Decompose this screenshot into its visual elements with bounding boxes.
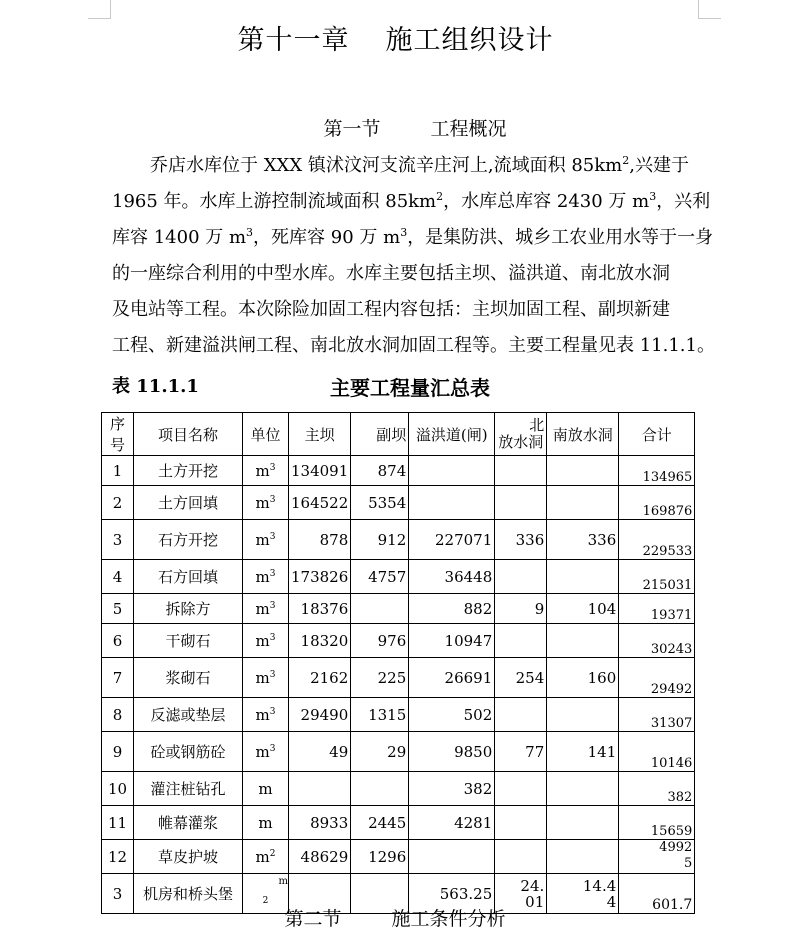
cell-unit: $m^3$ [243,624,289,658]
cell-total: 229533 [619,520,695,560]
cell-item-name: 拆除方 [134,594,243,624]
cell-north-outlet [495,840,547,874]
cell-aux-dam: 976 [351,624,409,658]
cell-no: 3 [102,874,134,914]
cell-south-outlet [547,772,619,806]
cell-unit: m [243,806,289,840]
cell-main-dam: 49 [289,732,351,772]
cell-unit: $m^3$ [243,594,289,624]
cell-total: 601.7 [619,874,695,914]
cell-north-outlet: 254 [495,658,547,698]
cell-aux-dam: 225 [351,658,409,698]
table-row [102,520,695,560]
table-row [102,658,695,698]
cell-north-outlet [495,624,547,658]
cell-north-outlet [495,698,547,732]
chapter-title: 施工组织设计 [385,25,554,56]
header-main-dam: 主坝 [289,413,351,456]
cell-south-outlet: 141 [547,732,619,772]
cell-aux-dam: 29 [351,732,409,772]
cell-south-outlet: 14.44 [547,874,619,914]
table-row [102,698,695,732]
section-2-title: 施工条件分析 [391,908,506,930]
section-heading-1 [0,114,791,141]
cell-item-name: 石方开挖 [134,520,243,560]
table-header-row [102,413,695,456]
cell-north-outlet [495,806,547,840]
page-corner-mark-right [698,0,721,19]
cell-item-name: 浆砌石 [134,658,243,698]
cell-item-name: 干砌石 [134,624,243,658]
cell-aux-dam: 1315 [351,698,409,732]
cell-south-outlet [547,624,619,658]
cell-unit: $^2$ m [243,874,289,914]
table-title: 主要工程量汇总表 [330,376,490,400]
cell-north-outlet [495,560,547,594]
cell-spillway: 227071 [409,520,495,560]
cell-north-outlet [495,772,547,806]
chapter-heading [0,18,791,57]
cell-aux-dam: 874 [351,456,409,486]
paragraph-line-1: 乔店水库位于 XXX 镇沭汶河支流辛庄河上,流域面积 $85km^2$,兴建于 [150,154,689,176]
cell-south-outlet [547,456,619,486]
cell-aux-dam [351,772,409,806]
cell-spillway: 502 [409,698,495,732]
cell-total: 134965 [619,456,695,486]
cell-aux-dam: 5354 [351,486,409,520]
cell-aux-dam [351,594,409,624]
cell-main-dam: 2162 [289,658,351,698]
cell-aux-dam: 912 [351,520,409,560]
cell-total: 382 [619,772,695,806]
table-row [102,594,695,624]
page-corner-mark-left [88,0,111,19]
cell-main-dam [289,772,351,806]
cell-spillway: 9850 [409,732,495,772]
cell-total: 169876 [619,486,695,520]
cell-total: 49925 [619,840,695,874]
paragraph-line-5: 及电站等工程。本次除险加固工程内容包括：主坝加固工程、副坝新建 [112,299,670,320]
cell-spillway [409,840,495,874]
header-item-name: 项目名称 [134,413,243,456]
table-row [102,772,695,806]
cell-unit: $m^3$ [243,520,289,560]
header-spillway: 溢洪道(闸) [409,413,495,456]
table-number: 表 11.1.1 [112,376,199,397]
cell-no: 8 [102,698,134,732]
table-row [102,456,695,486]
cell-total: 215031 [619,560,695,594]
cell-unit: $m^3$ [243,698,289,732]
cell-total: 29492 [619,658,695,698]
cell-main-dam: 48629 [289,840,351,874]
cell-unit: $m^3$ [243,732,289,772]
table-row [102,486,695,520]
cell-no: 2 [102,486,134,520]
cell-unit: $m^3$ [243,456,289,486]
cell-aux-dam: 2445 [351,806,409,840]
cell-south-outlet: 104 [547,594,619,624]
cell-south-outlet [547,560,619,594]
cell-unit: $m^2$ [243,840,289,874]
table-row [102,806,695,840]
cell-unit: $m^3$ [243,486,289,520]
header-north-outlet: 北 放水洞 [495,413,547,456]
header-total: 合计 [619,413,695,456]
cell-north-outlet: 77 [495,732,547,772]
cell-item-name: 石方回填 [134,560,243,594]
section-1-title: 工程概况 [430,118,507,140]
cell-main-dam: 134091 [289,456,351,486]
cell-south-outlet [547,698,619,732]
cell-unit: m [243,772,289,806]
cell-no: 4 [102,560,134,594]
cell-item-name: 灌注桩钻孔 [134,772,243,806]
cell-item-name: 帷幕灌浆 [134,806,243,840]
chapter-number: 第十一章 [237,25,350,56]
cell-item-name: 机房和桥头堡 [134,874,243,914]
cell-south-outlet: 336 [547,520,619,560]
cell-spillway: 563.25 [409,874,495,914]
cell-main-dam: 878 [289,520,351,560]
header-unit: 单位 [243,413,289,456]
cell-aux-dam: 1296 [351,840,409,874]
cell-main-dam: 29490 [289,698,351,732]
cell-total: 30243 [619,624,695,658]
header-aux-dam: 副坝 [351,413,409,456]
cell-total: 15659 [619,806,695,840]
section-2-number: 第二节 [284,908,342,930]
cell-south-outlet [547,806,619,840]
cell-no: 7 [102,658,134,698]
cell-item-name: 土方开挖 [134,456,243,486]
cell-total: 10146 [619,732,695,772]
paragraph-line-6: 工程、新建溢洪闸工程、南北放水洞加固工程等。主要工程量见表 11.1.1。 [112,335,715,356]
cell-spillway [409,486,495,520]
cell-item-name: 草皮护坡 [134,840,243,874]
cell-spillway: 382 [409,772,495,806]
cell-item-name: 砼或钢筋砼 [134,732,243,772]
cell-main-dam: 18320 [289,624,351,658]
cell-no: 5 [102,594,134,624]
quantity-table [101,412,695,914]
cell-north-outlet: 24.01 [495,874,547,914]
paragraph-line-4: 的一座综合利用的中型水库。水库主要包括主坝、溢洪道、南北放水洞 [112,263,670,284]
cell-aux-dam: 4757 [351,560,409,594]
cell-no: 10 [102,772,134,806]
cell-north-outlet: 9 [495,594,547,624]
cell-total: 19371 [619,594,695,624]
cell-north-outlet [495,456,547,486]
cell-south-outlet: 160 [547,658,619,698]
cell-no: 12 [102,840,134,874]
section-heading-2 [0,904,791,931]
paragraph-line-2: 1965 年。水库上游控制流域面积 $85km^2$，水库总库容 2430 万 $m^3$，兴利 [112,190,711,212]
cell-no: 11 [102,806,134,840]
table-row [102,840,695,874]
cell-spillway: 26691 [409,658,495,698]
table-row [102,624,695,658]
cell-no: 9 [102,732,134,772]
cell-item-name: 反滤或垫层 [134,698,243,732]
cell-no: 3 [102,520,134,560]
cell-main-dam: 173826 [289,560,351,594]
cell-north-outlet: 336 [495,520,547,560]
header-south-outlet: 南放水洞 [547,413,619,456]
header-no: 序号 [102,413,134,456]
section-1-number: 第一节 [323,118,381,140]
cell-total: 31307 [619,698,695,732]
cell-spillway: 10947 [409,624,495,658]
cell-spillway: 882 [409,594,495,624]
table-row [102,560,695,594]
cell-no: 1 [102,456,134,486]
cell-south-outlet [547,840,619,874]
cell-unit: $m^3$ [243,560,289,594]
table-row [102,732,695,772]
overview-paragraph [112,148,715,364]
cell-spillway: 4281 [409,806,495,840]
cell-item-name: 土方回填 [134,486,243,520]
cell-main-dam: 164522 [289,486,351,520]
cell-main-dam: 18376 [289,594,351,624]
cell-no: 6 [102,624,134,658]
cell-main-dam: 8933 [289,806,351,840]
cell-spillway: 36448 [409,560,495,594]
paragraph-line-3: 库容 1400 万 $m^3$，死库容 90 万 $m^3$，是集防洪、城乡工农业用水等于一身 [112,226,714,248]
cell-north-outlet [495,486,547,520]
cell-south-outlet [547,486,619,520]
cell-spillway [409,456,495,486]
cell-unit: $m^3$ [243,658,289,698]
